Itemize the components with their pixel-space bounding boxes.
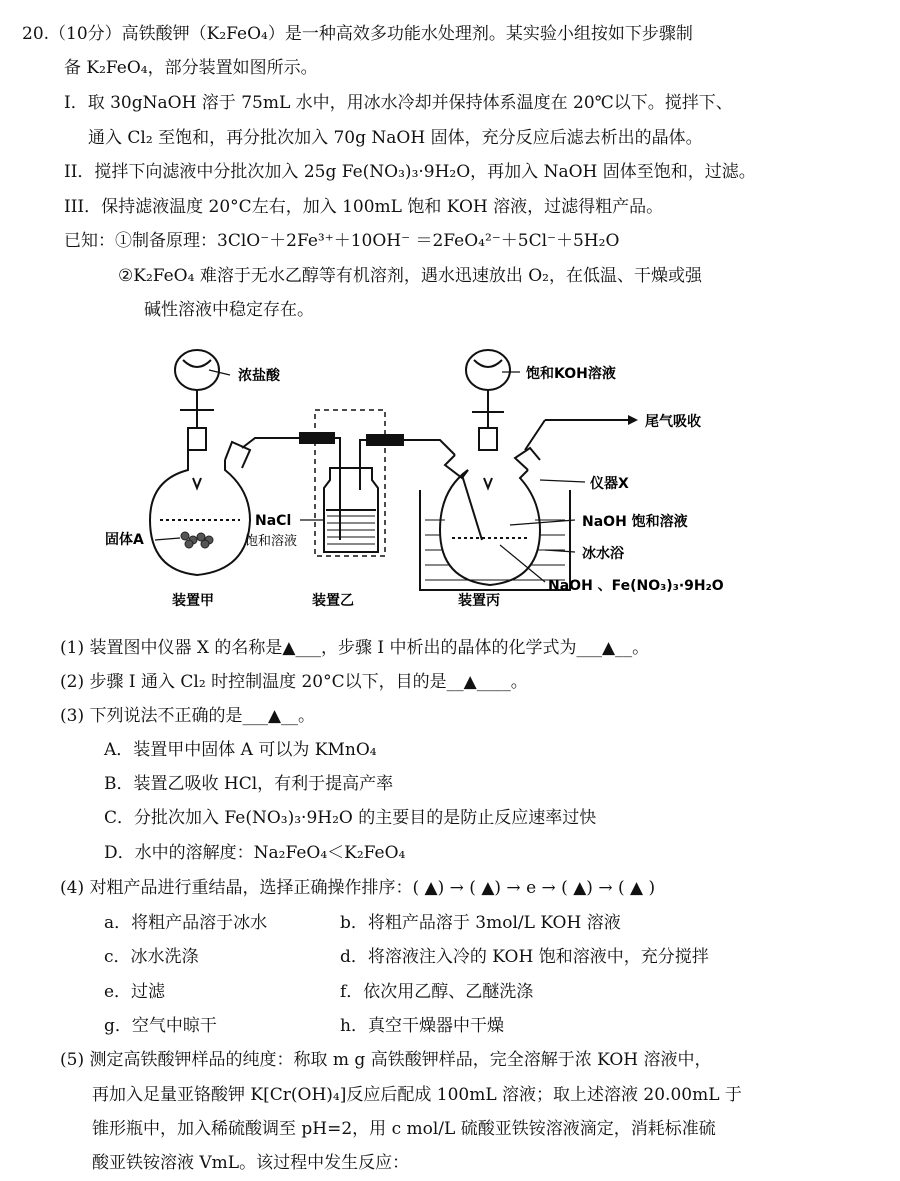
option-4b: b．将粗产品溶于 3mol/L KOH 溶液 xyxy=(340,913,621,933)
apparatus-diagram xyxy=(0,330,900,620)
option-4h: h．真空干燥器中干燥 xyxy=(340,1016,504,1036)
label-mixture: NaOH 、Fe(NO₃)₃·9H₂O xyxy=(548,578,724,594)
rubber-tube-1 xyxy=(300,433,334,443)
rubber-tube-2 xyxy=(367,435,403,445)
step-2: II．搅拌下向滤液中分批次加入 25g Fe(NO₃)₃·9H₂O，再加入 NaOH 固体至饱和，过滤。 xyxy=(64,162,756,182)
apparatus-b-bottle xyxy=(315,410,385,556)
step-3: III．保持滤液温度 20°C左右，加入 100mL 饱和 KOH 溶液，过滤得粗产品。 xyxy=(64,197,664,217)
label-naoh-saturated: NaOH 饱和溶液 xyxy=(582,514,688,530)
question-5b: 再加入足量亚铬酸钾 K[Cr(OH)₄]反应后配成 100mL 溶液；取上述溶液 20.00mL 于 xyxy=(92,1085,742,1105)
question-header-cont: 备 K₂FeO₄，部分装置如图所示。 xyxy=(64,58,318,78)
option-4a: a．将粗产品溶于冰水 xyxy=(104,913,268,933)
label-saturated-koh: 饱和KOH溶液 xyxy=(526,366,616,382)
label-apparatus-c: 装置丙 xyxy=(458,593,500,609)
known-2a: ②K₂FeO₄ 难溶于无水乙醇等有机溶剂，遇水迅速放出 O₂，在低温、干燥或强 xyxy=(118,266,702,286)
label-nacl: NaCl xyxy=(255,513,292,529)
step-1b: 通入 Cl₂ 至饱和，再分批次加入 70g NaOH 固体，充分反应后滤去析出的晶体。 xyxy=(88,128,703,148)
label-exhaust: 尾气吸收 xyxy=(645,414,701,430)
solid-a-particles xyxy=(181,532,213,548)
known-2b: 碱性溶液中稳定存在。 xyxy=(144,300,314,320)
step-1a: I．取 30gNaOH 溶于 75mL 水中，用冰水冷却并保持体系温度在 20℃以下。搅拌下、 xyxy=(64,93,733,113)
question-5d: 酸亚铁铵溶液 VmL。该过程中发生反应： xyxy=(92,1153,410,1173)
label-apparatus-a: 装置甲 xyxy=(172,593,214,609)
option-3d: D．水中的溶解度：Na₂FeO₄＜K₂FeO₄ xyxy=(104,843,406,863)
label-instrument-x: 仪器X xyxy=(590,476,629,492)
label-apparatus-b: 装置乙 xyxy=(312,593,354,609)
question-4: (4) 对粗产品进行重结晶，选择正确操作排序：( ▲) → ( ▲) → e → ( ▲) → ( ▲ ) xyxy=(60,878,656,898)
label-ice-bath: 冰水浴 xyxy=(582,546,624,562)
question-5a: (5) 测定高铁酸钾样品的纯度：称取 m g 高铁酸钾样品，完全溶解于浓 KOH 溶液中， xyxy=(60,1050,712,1070)
question-2: (2) 步骤 I 通入 Cl₂ 时控制温度 20°C以下，目的是__▲____。 xyxy=(60,672,528,692)
option-3c: C．分批次加入 Fe(NO₃)₃·9H₂O 的主要目的是防止反应速率过快 xyxy=(104,808,597,828)
label-conc-hcl: 浓盐酸 xyxy=(238,368,280,384)
option-4g: g．空气中晾干 xyxy=(104,1016,217,1036)
label-solid-a: 固体A xyxy=(105,532,144,548)
option-4c: c．冰水洗涤 xyxy=(104,947,199,967)
question-1: (1) 装置图中仪器 X 的名称是▲___，步骤 I 中析出的晶体的化学式为___▲__。 xyxy=(60,638,650,658)
label-nacl-saturated: 饱和溶液 xyxy=(245,534,298,549)
question-5c: 锥形瓶中，加入稀硫酸调至 pH=2，用 c mol/L 硫酸亚铁铵溶液滴定，消耗标准硫 xyxy=(92,1119,716,1139)
option-4e: e．过滤 xyxy=(104,982,166,1002)
option-4d: d．将溶液注入冷的 KOH 饱和溶液中，充分搅拌 xyxy=(340,947,709,967)
option-4f: f．依次用乙醇、乙醚洗涤 xyxy=(340,982,534,1002)
question-header: 20.（10分）高铁酸钾（K₂FeO₄）是一种高效多功能水处理剂。某实验小组按如下步骤制 xyxy=(22,24,693,44)
known-1: 已知：①制备原理：3ClO⁻＋2Fe³⁺＋10OH⁻ ＝2FeO₄²⁻＋5Cl⁻＋5H₂O xyxy=(64,231,620,251)
option-3b: B．装置乙吸收 HCl，有利于提高产率 xyxy=(104,774,394,794)
question-3: (3) 下列说法不正确的是___▲__。 xyxy=(60,706,316,726)
option-3a: A．装置甲中固体 A 可以为 KMnO₄ xyxy=(104,740,377,760)
